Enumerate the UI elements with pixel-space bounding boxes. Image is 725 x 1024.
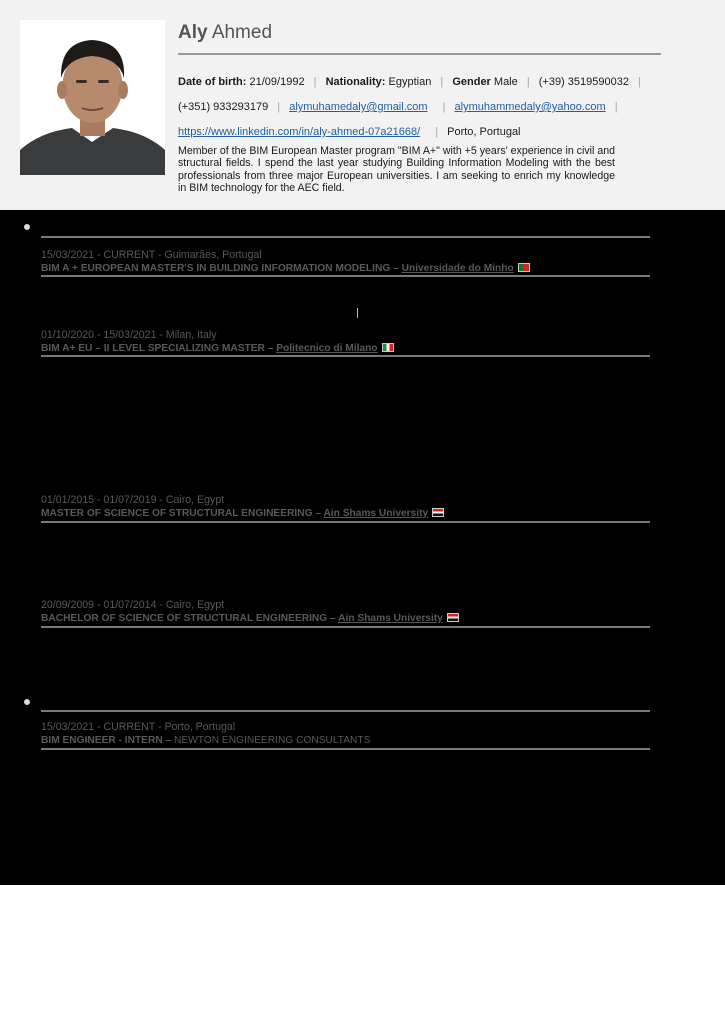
- experience-1-divider: [41, 748, 650, 750]
- egypt-flag-icon: [447, 613, 459, 622]
- education-2-divider: [41, 355, 650, 357]
- personal-details-line-2: [178, 101, 624, 113]
- education-4-divider: [41, 626, 650, 628]
- education-4-date: 20/09/2009 - 01/07/2014 - Cairo, Egypt: [41, 599, 225, 611]
- separator: |: [440, 76, 444, 88]
- email-gmail-link[interactable]: alymuhamedaly@gmail.com: [289, 101, 428, 113]
- profile-photo: [20, 20, 165, 175]
- phone-primary: (+39) 3519590032: [538, 76, 629, 88]
- education-section-divider: [41, 236, 650, 238]
- separator: |: [442, 101, 446, 113]
- education-1-institution-link[interactable]: Universidade do Minho: [401, 263, 514, 274]
- education-3-divider: [41, 521, 650, 523]
- name-divider: [178, 53, 661, 55]
- linkedin-link[interactable]: https://www.linkedin.com/in/aly-ahmed-07a21668/: [178, 126, 421, 138]
- education-section-bullet-icon: [24, 224, 30, 230]
- education-4-institution-link[interactable]: Ain Shams University: [338, 613, 443, 624]
- separator: |: [313, 76, 317, 88]
- experience-1-date: 15/03/2021 - CURRENT - Porto, Portugal: [41, 721, 236, 733]
- education-1-title: [41, 263, 530, 274]
- full-name: [178, 22, 272, 44]
- first-name: Aly: [178, 22, 208, 43]
- separator: |: [277, 101, 281, 113]
- experience-1-company: NEWTON ENGINEERING CONSULTANTS: [174, 735, 371, 746]
- cv-header: [0, 0, 725, 210]
- cv-body: [0, 210, 725, 885]
- separator: |: [526, 76, 530, 88]
- portugal-flag-icon: [518, 263, 530, 272]
- education-4-degree: BACHELOR OF SCIENCE OF STRUCTURAL ENGINEERING –: [41, 613, 339, 624]
- nationality-label: Nationality:: [325, 76, 386, 88]
- profile-summary: Member of the BIM European Master program "BIM A+" with +5 years' experience in civil and structural fields. I spend the last year studying Building Information Modeling with the best professionals from three major European universities. I am seeking to enrich my knowledge in BIM technology for the AEC field.: [178, 145, 615, 195]
- education-2-degree: BIM A+ EU – II LEVEL SPECIALIZING MASTER –: [41, 343, 277, 354]
- dob-value: 21/09/1992: [249, 76, 305, 88]
- personal-details-line-1: [178, 76, 647, 88]
- italy-flag-icon: [382, 343, 394, 352]
- phone-secondary: (+351) 933293179: [178, 101, 269, 113]
- education-1-date: 15/03/2021 - CURRENT - Guimarães, Portugal: [41, 249, 262, 261]
- education-3-title: [41, 508, 444, 519]
- education-3-date: 01/01/2015 - 01/07/2019 - Cairo, Egypt: [41, 494, 225, 506]
- egypt-flag-icon: [432, 508, 444, 517]
- education-2-date: 01/10/2020 - 15/03/2021 - Milan, Italy: [41, 329, 217, 341]
- personal-details-line-3: [178, 126, 521, 138]
- experience-1-role: BIM ENGINEER - INTERN –: [41, 735, 175, 746]
- gender-label: Gender: [452, 76, 491, 88]
- education-2-institution-link[interactable]: Politecnico di Milano: [276, 343, 378, 354]
- text-cursor: [357, 308, 358, 318]
- education-4-title: [41, 613, 459, 624]
- location: Porto, Portugal: [447, 126, 521, 138]
- education-3-degree: MASTER OF SCIENCE OF STRUCTURAL ENGINEERING –: [41, 508, 324, 519]
- separator: |: [614, 101, 618, 113]
- gender-value: Male: [493, 76, 518, 88]
- education-1-divider: [41, 275, 650, 277]
- last-name: Ahmed: [211, 22, 273, 43]
- person-portrait-icon: [20, 20, 165, 175]
- separator: |: [435, 126, 439, 138]
- email-yahoo-link[interactable]: alymuhammedaly@yahoo.com: [454, 101, 606, 113]
- nationality-value: Egyptian: [388, 76, 432, 88]
- experience-1-title: [41, 735, 370, 746]
- experience-section-divider: [41, 710, 650, 712]
- experience-section-bullet-icon: [24, 699, 30, 705]
- education-1-degree: BIM A + EUROPEAN MASTER'S IN BUILDING INFORMATION MODELING –: [41, 263, 402, 274]
- education-2-title: [41, 343, 394, 354]
- education-3-institution-link[interactable]: Ain Shams University: [323, 508, 429, 519]
- separator: |: [638, 76, 641, 88]
- dob-label: Date of birth:: [178, 76, 247, 88]
